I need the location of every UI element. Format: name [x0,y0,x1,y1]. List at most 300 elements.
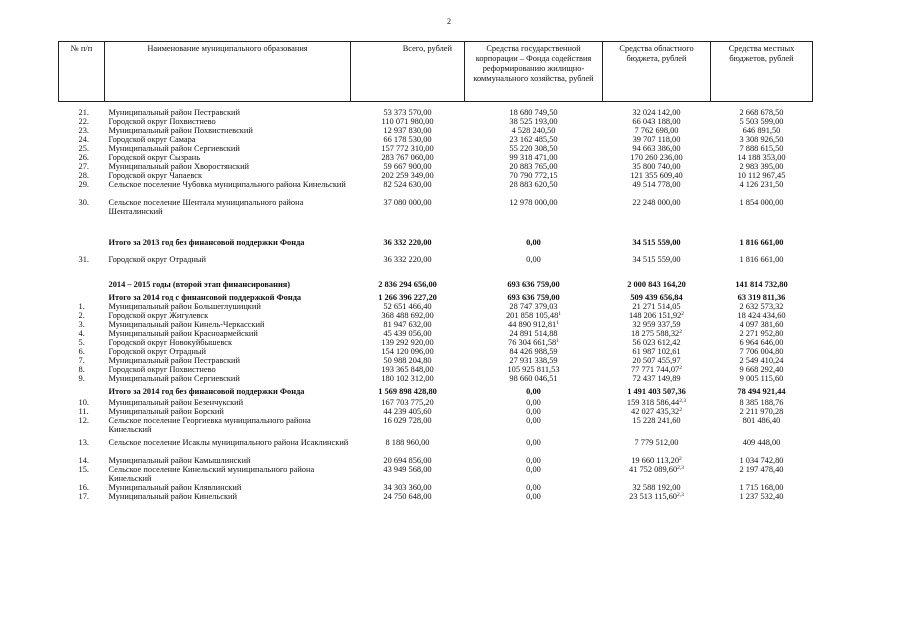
table-subtotal-row [59,293,813,302]
cell-total [351,144,465,153]
cell-local-text: 3 308 926,50 [739,135,784,144]
cell-total [351,320,465,329]
cell-total [351,416,465,434]
cell-fund-text: 693 636 759,00 [507,280,560,289]
cell-regional [603,465,711,483]
cell-name-text: Городской округ Чапаевск [108,171,203,180]
cell-total [351,126,465,135]
cell-fund-text: 28 747 379,03 [509,302,558,311]
cell-num-text: 1. [78,302,85,311]
cell-local-text: 1 237 532,40 [739,492,784,501]
cell-regional-text: 1 491 403 507,36 [627,387,686,396]
cell-local [711,162,813,171]
cell-num [59,117,105,126]
cell-regional [603,398,711,407]
cell-num [59,492,105,501]
table-row [59,126,813,135]
cell-name-text: 2014 – 2015 годы (второй этап финансирования) [108,280,291,289]
cell-num [59,374,105,383]
cell-fund [465,171,603,180]
cell-fund [465,438,603,456]
cell-fund [465,162,603,171]
cell-num [59,198,105,216]
cell-local-text: 10 112 967,45 [737,171,786,180]
row-spacer [59,247,813,255]
cell-regional [603,374,711,383]
cell-local [711,280,813,289]
cell-num-text: 7. [78,356,85,365]
table-row [59,416,813,434]
cell-name-text: Городской округ Похвистнево [108,117,216,126]
cell-total-text: 43 949 568,00 [383,465,432,474]
footnote-marker: 2 [679,329,682,335]
cell-regional [603,483,711,492]
cell-total [351,293,465,302]
cell-fund [465,483,603,492]
cell-name-text: Муниципальный район Похвистневский [108,126,253,135]
cell-fund [465,320,603,329]
cell-regional [603,320,711,329]
cell-local-text: 9 005 115,60 [739,374,784,383]
header-local: Средства местных бюджетов, рублей [711,42,813,102]
cell-num [59,293,105,302]
cell-local-text: 2 549 410,24 [739,356,784,365]
cell-local-text: 7 706 004,80 [739,347,784,356]
cell-name-text: Итого за 2013 год без финансовой поддержки Фонда [108,238,305,247]
cell-total-text: 20 694 856,00 [383,456,432,465]
cell-num [59,465,105,483]
cell-num [59,135,105,144]
footnote-marker: 2 [679,407,682,413]
cell-name-text: Городской округ Сызрань [108,153,201,162]
header-fund: Средства государственной корпорации – Фонда содействия реформированию жилищно-коммунального хозяйства, рублей [465,42,603,102]
cell-name-text: Городской округ Похвистнево [108,365,216,374]
cell-total [351,180,465,198]
cell-fund [465,356,603,365]
cell-total-text: 52 651 466,40 [383,302,432,311]
cell-name [105,492,351,501]
cell-total-text: 154 120 096,00 [381,347,434,356]
cell-num-text: 10. [78,398,89,407]
cell-regional-text: 94 663 386,00 [632,144,681,153]
cell-fund-text: 76 304 661,58 [508,338,557,347]
cell-local-text: 1 854 000,00 [739,198,784,207]
cell-regional-text: 39 707 118,00 [632,135,681,144]
footnote-marker: 2 [679,365,682,371]
cell-fund [465,365,603,374]
cell-regional-text: 21 271 514,05 [632,302,681,311]
cell-num-text: 12. [78,416,89,425]
cell-regional-text: 121 355 609,40 [630,171,683,180]
cell-num [59,162,105,171]
cell-fund [465,302,603,311]
cell-total-text: 24 750 648,00 [383,492,432,501]
cell-name-text: Муниципальный район Сергиевский [108,374,240,383]
cell-local-text: 18 424 434,60 [737,311,786,320]
cell-regional [603,387,711,396]
cell-num-text: 28. [78,171,89,180]
cell-name-text: Муниципальный район Хворостянский [108,162,250,171]
cell-total [351,347,465,356]
cell-fund-text: 0,00 [526,465,541,474]
table-header-row [59,42,813,102]
table-row [59,483,813,492]
cell-num [59,280,105,289]
cell-fund-text: 0,00 [526,438,541,447]
cell-regional [603,153,711,162]
cell-num [59,407,105,416]
cell-regional-text: 148 206 151,92 [628,311,682,320]
cell-total [351,302,465,311]
cell-num-text: 13. [78,438,89,447]
cell-local [711,144,813,153]
cell-regional [603,144,711,153]
cell-local-text: 6 964 646,00 [739,338,784,347]
cell-fund-text: 693 636 759,00 [507,293,560,302]
cell-local [711,407,813,416]
cell-regional [603,456,711,465]
cell-regional [603,162,711,171]
cell-num [59,338,105,347]
cell-name [105,255,351,264]
header-total: Всего, рублей [351,42,465,102]
cell-regional [603,293,711,302]
cell-num [59,311,105,320]
cell-num-text: 4. [78,329,85,338]
cell-regional [603,180,711,198]
cell-regional-text: 35 800 740,00 [632,162,681,171]
cell-name-text: Сельское поселение Георгиевка муниципального района Кинельский [108,416,311,434]
cell-num [59,238,105,247]
cell-fund-text: 0,00 [526,398,541,407]
header-regional: Средства областного бюджета, рублей [603,42,711,102]
table-row [59,153,813,162]
cell-fund-text: 0,00 [526,238,541,247]
cell-name [105,356,351,365]
cell-num-text: 8. [78,365,85,374]
cell-fund [465,180,603,198]
cell-regional-text: 23 513 115,60 [629,492,677,501]
table-row [59,374,813,383]
cell-local-text: 801 486,40 [742,416,781,425]
cell-regional-text: 56 023 612,42 [632,338,681,347]
cell-fund-text: 44 890 912,81 [508,320,557,329]
cell-fund [465,465,603,483]
cell-regional-text: 61 987 102,61 [632,347,681,356]
cell-total [351,280,465,289]
cell-name-text: Городской округ Самара [108,135,196,144]
cell-name [105,365,351,374]
cell-regional-text: 18 275 588,32 [631,329,680,338]
cell-local [711,117,813,126]
footnote-marker: 2,3 [679,398,687,404]
cell-total-text: 167 703 775,20 [381,398,434,407]
cell-name [105,416,351,434]
cell-num [59,398,105,407]
cell-name-text: Муниципальный район Пестравский [108,356,240,365]
cell-total [351,135,465,144]
table-subtotal-row [59,280,813,289]
cell-regional-text: 77 771 744,07 [631,365,680,374]
cell-num-text: 27. [78,162,89,171]
cell-regional-text: 34 515 559,00 [632,238,681,247]
cell-name [105,171,351,180]
table-row [59,365,813,374]
cell-local [711,126,813,135]
cell-fund-text: 0,00 [526,483,541,492]
cell-total-text: 36 332 220,00 [383,255,432,264]
cell-local [711,356,813,365]
cell-regional-text: 15 228 241,60 [632,416,681,425]
cell-total-text: 37 080 000,00 [383,198,432,207]
table-row [59,329,813,338]
cell-name-text: Муниципальный район Пестравский [108,108,240,117]
cell-total-text: 110 071 980,00 [381,117,434,126]
header-num: № п/п [59,42,105,102]
cell-total-text: 36 332 220,00 [383,238,432,247]
cell-num-text: 6. [78,347,85,356]
footnote-marker: 1 [556,338,559,344]
cell-total [351,398,465,407]
cell-name [105,302,351,311]
cell-fund [465,117,603,126]
cell-fund-text: 20 883 765,00 [509,162,558,171]
cell-num-text: 2. [78,311,85,320]
cell-name-text: Муниципальный район Красноармейский [108,329,258,338]
cell-regional-text: 41 752 089,60 [628,465,678,474]
cell-total-text: 180 102 312,00 [381,374,434,383]
table-row [59,320,813,329]
cell-local [711,438,813,456]
table-row [59,311,813,320]
cell-num [59,387,105,396]
cell-total [351,338,465,347]
cell-fund-text: 27 931 338,59 [509,356,558,365]
cell-total-text: 8 188 960,00 [385,438,430,447]
table-row [59,438,813,456]
cell-fund-text: 4 528 240,50 [511,126,556,135]
cell-fund [465,398,603,407]
cell-total [351,117,465,126]
cell-fund-text: 0,00 [526,492,541,501]
cell-fund [465,280,603,289]
cell-regional [603,407,711,416]
cell-num-text: 24. [78,135,89,144]
cell-regional [603,126,711,135]
cell-local [711,456,813,465]
cell-fund [465,255,603,264]
cell-num-text: 22. [78,117,89,126]
cell-name [105,117,351,126]
financing-table [58,41,813,501]
cell-local [711,198,813,216]
cell-local [711,180,813,198]
cell-regional [603,338,711,347]
cell-local [711,320,813,329]
cell-regional [603,416,711,434]
table-row [59,135,813,144]
table-row [59,465,813,483]
cell-regional [603,347,711,356]
cell-name [105,108,351,117]
row-spacer [59,264,813,280]
cell-regional [603,135,711,144]
cell-name-text: Городской округ Отрадный [108,347,206,356]
cell-name-text: Сельское поселение Чубовка муниципального района Кинельский [108,180,346,189]
cell-fund-text: 0,00 [526,407,541,416]
cell-regional-text: 72 437 149,89 [632,374,681,383]
cell-num-text: 15. [78,465,89,474]
cell-total [351,356,465,365]
cell-name-text: Муниципальный район Безенчукский [108,398,244,407]
cell-local-text: 2 632 573,32 [739,302,784,311]
cell-regional [603,198,711,216]
cell-name-text: Муниципальный район Кинельский [108,492,237,501]
cell-num-text: 9. [78,374,85,383]
cell-num [59,180,105,198]
cell-num [59,483,105,492]
cell-regional-text: 7 779 512,00 [634,438,679,447]
cell-local-text: 1 715 168,00 [739,483,784,492]
table-row [59,180,813,198]
cell-num-text: 11. [78,407,89,416]
cell-total [351,407,465,416]
cell-total-text: 1 569 898 428,80 [378,387,437,396]
cell-fund-text: 18 680 749,50 [509,108,558,117]
cell-fund [465,108,603,117]
cell-local [711,416,813,434]
cell-fund [465,374,603,383]
cell-local-text: 1 816 661,00 [739,255,784,264]
cell-regional-text: 7 762 698,00 [634,126,679,135]
cell-fund [465,492,603,501]
table-row [59,407,813,416]
cell-local-text: 1 816 661,00 [739,238,784,247]
cell-local-text: 63 319 811,36 [737,293,786,302]
cell-name [105,465,351,483]
cell-regional [603,365,711,374]
table-row [59,347,813,356]
cell-regional-text: 66 043 188,00 [632,117,681,126]
cell-local [711,338,813,347]
cell-total [351,374,465,383]
cell-name [105,438,351,456]
cell-local [711,108,813,117]
cell-local-text: 7 888 615,50 [739,144,784,153]
footnote-marker: 2,3 [676,492,684,498]
cell-fund-text: 0,00 [526,456,541,465]
cell-regional [603,329,711,338]
cell-fund-text: 99 318 471,00 [509,153,558,162]
cell-name [105,126,351,135]
table-row [59,302,813,311]
footnote-marker: 2 [681,311,685,317]
cell-regional-text: 42 027 435,32 [631,407,680,416]
cell-name [105,293,351,302]
cell-total-text: 139 292 920,00 [381,338,434,347]
cell-name-text: Муниципальный район Сергиевский [108,144,240,153]
cell-total [351,456,465,465]
cell-local-text: 646 891,50 [742,126,781,135]
header-name: Наименование муниципального образования [105,42,351,102]
cell-regional-text: 19 660 113,20 [631,456,680,465]
cell-total-text: 59 667 900,00 [383,162,432,171]
table-row [59,198,813,216]
cell-regional-text: 49 514 778,00 [632,180,681,189]
cell-num-text: 16. [78,483,89,492]
cell-fund [465,387,603,396]
cell-num [59,329,105,338]
cell-name [105,398,351,407]
cell-name [105,483,351,492]
cell-fund [465,456,603,465]
cell-name-text: Итого за 2014 год с финансовой поддержкой Фонда [108,293,302,302]
cell-local [711,465,813,483]
cell-regional-text: 32 024 142,00 [632,108,681,117]
cell-name [105,374,351,383]
table-row [59,492,813,501]
cell-num [59,126,105,135]
cell-num [59,456,105,465]
table-row [59,456,813,465]
table-row [59,255,813,264]
cell-name-text: Сельское поселение Шентала муниципального района Шенталинский [108,198,304,216]
cell-local [711,153,813,162]
cell-total-text: 34 303 360,00 [383,483,432,492]
cell-regional [603,438,711,456]
cell-name [105,387,351,396]
cell-num [59,255,105,264]
cell-local [711,492,813,501]
cell-fund-text: 201 858 105,48 [505,311,559,320]
cell-regional [603,492,711,501]
cell-fund [465,238,603,247]
table-row [59,356,813,365]
cell-fund [465,407,603,416]
table-row [59,162,813,171]
cell-total-text: 82 524 630,00 [383,180,432,189]
cell-total-text: 16 029 728,00 [383,416,432,425]
table-subtotal-row [59,387,813,396]
table-subtotal-row [59,238,813,247]
cell-fund-text: 98 660 046,51 [509,374,558,383]
cell-total-text: 45 439 056,00 [383,329,432,338]
cell-fund-text: 55 220 308,50 [509,144,558,153]
cell-name-text: Итого за 2014 год без финансовой поддержки Фонда [108,387,305,396]
cell-local-text: 9 668 292,40 [739,365,784,374]
cell-regional [603,255,711,264]
cell-num-text: 17. [78,492,89,501]
cell-total [351,365,465,374]
cell-fund [465,293,603,302]
cell-num [59,108,105,117]
cell-fund [465,347,603,356]
cell-regional-text: 32 959 337,59 [632,320,681,329]
cell-regional [603,108,711,117]
footnote-marker: 2,3 [677,465,685,471]
cell-name [105,153,351,162]
cell-local-text: 14 188 353,00 [737,153,786,162]
cell-fund [465,416,603,434]
cell-fund [465,126,603,135]
cell-name-text: Муниципальный район Камышлинский [108,456,251,465]
cell-regional [603,356,711,365]
cell-name [105,135,351,144]
cell-num-text: 5. [78,338,85,347]
cell-fund [465,338,603,347]
cell-fund-text: 28 883 620,50 [509,180,558,189]
cell-num-text: 29. [78,180,89,189]
